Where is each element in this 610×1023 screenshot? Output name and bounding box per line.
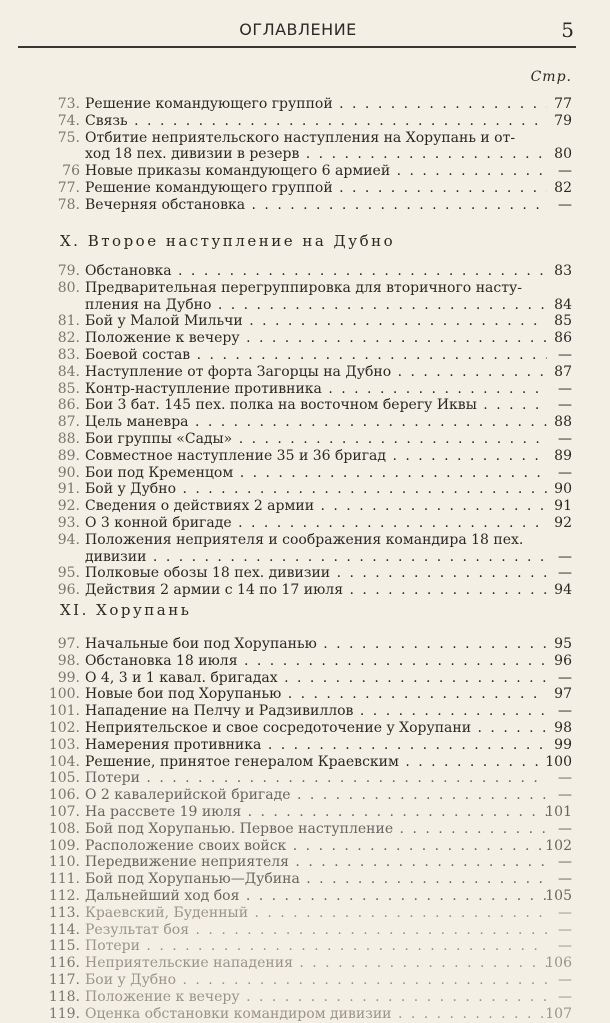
toc-entry-number: 111. bbox=[48, 871, 80, 888]
toc-entry-title: Положение к вечеру . . . bbox=[85, 989, 547, 1006]
toc-entry-title: Решение, принятое генералом Краевским . . . bbox=[85, 754, 547, 771]
toc-entry-number: 99. bbox=[57, 669, 80, 686]
toc-entry bbox=[0, 397, 610, 414]
toc-entry-page: — bbox=[558, 464, 572, 481]
toc-entry bbox=[0, 263, 610, 280]
toc-entry-number: 89. bbox=[57, 447, 80, 464]
toc-entry-title: Вечерняя обстановка . . . bbox=[85, 197, 547, 214]
toc-entry-title: Боевой состав . . . bbox=[85, 347, 547, 364]
toc-entry-title: Потери . . . bbox=[85, 770, 547, 787]
toc-entry-number: 114. bbox=[48, 921, 80, 938]
toc-entry-title: Связь . . . bbox=[85, 113, 547, 130]
toc-entry-title: Обстановка 18 июля . . . bbox=[85, 653, 547, 670]
toc-entry bbox=[0, 381, 610, 398]
toc-entry-title: Новые приказы командующего 6 армией . . . bbox=[85, 163, 547, 180]
toc-entry-page: 79 bbox=[554, 112, 572, 129]
toc-entry-number: 76 bbox=[62, 163, 80, 180]
toc-entry-number: 96. bbox=[57, 582, 80, 599]
toc-entry-title: ход 18 пех. дивизии в резерв . . . bbox=[85, 146, 547, 163]
toc-entry bbox=[0, 565, 610, 582]
toc-entry bbox=[0, 989, 610, 1006]
toc-entry-number: 77. bbox=[57, 180, 80, 196]
toc-entry-title: Обстановка . . . bbox=[85, 263, 547, 280]
toc-entry-number: 95. bbox=[57, 565, 80, 582]
toc-entry-number: 109. bbox=[48, 837, 80, 854]
toc-entry-title: Дальнейший ход боя . . . bbox=[85, 888, 547, 905]
toc-entry-number: 108. bbox=[48, 820, 80, 837]
toc-entry-page: 88 bbox=[554, 414, 572, 431]
toc-entry-title: Отбитие неприятельского наступления на Хорупань и от- bbox=[85, 129, 516, 146]
toc-entry-title: Расположение своих войск . . . bbox=[85, 838, 547, 855]
toc-entry-number: 73. bbox=[57, 96, 80, 112]
toc-entry-title: Бой под Хорупанью. Первое наступление . . . bbox=[85, 821, 547, 838]
toc-entry bbox=[0, 498, 610, 515]
toc-entry bbox=[0, 703, 610, 720]
toc-entry-title: Бой под Хорупанью—Дубина . . . bbox=[85, 871, 547, 888]
toc-entry-title: Положения неприятеля и соображения командира 18 пех. bbox=[85, 531, 524, 548]
toc-entry-number: 92. bbox=[57, 498, 80, 515]
toc-entry bbox=[0, 515, 610, 532]
toc-entry-page: — bbox=[558, 548, 572, 565]
toc-entry bbox=[0, 770, 610, 787]
toc-entry-title: О 3 конной бригаде . . . bbox=[85, 515, 547, 532]
toc-entry-title: Бои под Кременцом . . . bbox=[85, 465, 547, 482]
toc-entry-page: 105 bbox=[545, 888, 572, 904]
toc-entry-title: О 4, 3 и 1 кавал. бригадах . . . bbox=[85, 670, 547, 687]
toc-entry-title: Бой у Малой Мильчи . . . bbox=[85, 313, 547, 330]
toc-entry-number: 78. bbox=[57, 196, 80, 213]
toc-entry-number: 97. bbox=[57, 636, 80, 652]
toc-entry-number: 86. bbox=[57, 397, 80, 414]
toc-entry bbox=[0, 871, 610, 888]
toc-entry-page: 98 bbox=[554, 720, 572, 736]
toc-entry bbox=[0, 414, 610, 431]
toc-entry bbox=[0, 821, 610, 838]
toc-entry-number: 103. bbox=[48, 736, 80, 753]
page-number: 5 bbox=[561, 18, 574, 42]
toc-entry-number: 75. bbox=[57, 129, 80, 146]
toc-entry bbox=[0, 754, 610, 771]
toc-entry-page: 101 bbox=[545, 804, 572, 820]
toc-entry bbox=[0, 670, 610, 687]
toc-entry-number: 107. bbox=[48, 804, 80, 820]
toc-entry-number: 115. bbox=[48, 938, 80, 955]
toc-entry bbox=[0, 180, 610, 197]
toc-entry-number: 84. bbox=[57, 363, 80, 380]
toc-entry-title: Цель маневра . . . bbox=[85, 414, 547, 431]
toc-entry-title: На рассвете 19 июля . . . bbox=[85, 804, 547, 821]
toc-entry-page: — bbox=[558, 770, 572, 787]
toc-entry bbox=[0, 653, 610, 670]
section-heading: X. Второе наступление на Дубно bbox=[60, 232, 396, 250]
toc-entry-title: Бой у Дубно . . . bbox=[85, 481, 547, 498]
toc-entry-title: Потери . . . bbox=[85, 938, 547, 955]
toc-entry-number: 85. bbox=[57, 380, 80, 397]
toc-entry-title: Начальные бои под Хорупанью . . . bbox=[85, 636, 547, 653]
toc-entry-number: 94. bbox=[57, 531, 80, 548]
toc-entry-page: 96 bbox=[554, 652, 572, 669]
toc-entry bbox=[0, 313, 610, 330]
toc-entry-page: 95 bbox=[554, 636, 572, 652]
toc-entry bbox=[0, 582, 610, 599]
toc-entry bbox=[0, 448, 610, 465]
toc-entry-page: — bbox=[558, 854, 572, 871]
toc-entry-page: 92 bbox=[554, 515, 572, 531]
toc-entry-title: Бои группы «Сады» . . . bbox=[85, 431, 547, 448]
toc-entry bbox=[0, 972, 610, 989]
toc-entry-title: Решение командующего группой . . . bbox=[85, 180, 547, 197]
toc-entry-page: 94 bbox=[554, 582, 572, 599]
toc-entry-number: 88. bbox=[57, 431, 80, 447]
toc-entry-title: Бои 3 бат. 145 пех. полка на восточном берегу Иквы . . . bbox=[85, 397, 547, 414]
toc-entry bbox=[0, 1006, 610, 1023]
toc-entry-number: 82. bbox=[57, 330, 80, 347]
toc-entry-title: Нападение на Пелчу и Радзивиллов . . . bbox=[85, 703, 547, 720]
toc-entry-number: 116. bbox=[48, 955, 80, 972]
toc-entry bbox=[0, 737, 610, 754]
toc-entry-number: 105. bbox=[48, 770, 80, 787]
toc-entry-page: 100 bbox=[545, 753, 572, 770]
toc-entry-page: 89 bbox=[554, 447, 572, 464]
toc-entry-page: — bbox=[558, 163, 572, 180]
toc-entry bbox=[0, 804, 610, 821]
toc-entry-title: Неприятельские нападения . . . bbox=[85, 955, 547, 972]
toc-entry-title: Предварительная перегруппировка для вторичного насту- bbox=[85, 279, 522, 296]
toc-entry-page: — bbox=[558, 431, 572, 447]
toc-entry-title: Оценка обстановки командиром дивизии . . . bbox=[85, 1006, 547, 1023]
toc-entry-number: 100. bbox=[48, 686, 80, 703]
toc-entry-page: 102 bbox=[545, 837, 572, 854]
toc-entry-page: 97 bbox=[554, 686, 572, 703]
toc-entry-number: 118. bbox=[48, 988, 80, 1005]
toc-entry bbox=[0, 113, 610, 130]
toc-entry bbox=[0, 197, 610, 214]
toc-entry-page: 84 bbox=[554, 296, 572, 313]
toc-entry-page: — bbox=[558, 787, 572, 804]
toc-entry-title: Полковые обозы 18 пех. дивизии . . . bbox=[85, 565, 547, 582]
toc-entry-page: 99 bbox=[554, 736, 572, 753]
toc-entry-continuation bbox=[0, 297, 610, 314]
toc-entry bbox=[0, 130, 610, 147]
toc-entry bbox=[0, 364, 610, 381]
toc-entry-title: Краевский, Буденный . . . bbox=[85, 905, 547, 922]
toc-entry bbox=[0, 938, 610, 955]
toc-entry-page: — bbox=[558, 938, 572, 955]
toc-entry bbox=[0, 163, 610, 180]
toc-entry-number: 101. bbox=[48, 703, 80, 720]
header-rule bbox=[18, 46, 576, 48]
toc-entry-page: — bbox=[558, 904, 572, 921]
toc-entry bbox=[0, 905, 610, 922]
toc-entry bbox=[0, 636, 610, 653]
toc-entry bbox=[0, 686, 610, 703]
toc-entry-page: — bbox=[558, 972, 572, 988]
toc-entry-number: 80. bbox=[57, 279, 80, 296]
toc-entry-title: Намерения противника . . . bbox=[85, 737, 547, 754]
toc-entry-number: 90. bbox=[57, 464, 80, 481]
toc-entry-title: Наступление от форта Загорцы на Дубно . . . bbox=[85, 364, 547, 381]
toc-entry-number: 87. bbox=[57, 414, 80, 431]
toc-entry-title: Бои у Дубно . . . bbox=[85, 972, 547, 989]
toc-entry-page: — bbox=[558, 921, 572, 938]
toc-entry bbox=[0, 481, 610, 498]
toc-entry-title: Передвижение неприятеля . . . bbox=[85, 854, 547, 871]
toc-entry-title: дивизии . . . bbox=[85, 549, 547, 566]
toc-entry bbox=[0, 330, 610, 347]
toc-entry-title: О 2 кавалерийской бригаде . . . bbox=[85, 787, 547, 804]
toc-entry-page: 86 bbox=[554, 330, 572, 347]
toc-entry bbox=[0, 922, 610, 939]
toc-entry-page: 91 bbox=[554, 498, 572, 515]
toc-entry-page: — bbox=[558, 380, 572, 397]
toc-entry-number: 91. bbox=[57, 481, 80, 498]
toc-entry-page: — bbox=[558, 347, 572, 363]
toc-entry bbox=[0, 431, 610, 448]
toc-entry-page: 106 bbox=[545, 955, 572, 972]
toc-entry bbox=[0, 955, 610, 972]
toc-entry-page: 85 bbox=[554, 313, 572, 330]
toc-entry bbox=[0, 347, 610, 364]
toc-entry-number: 110. bbox=[48, 854, 80, 871]
toc-entry bbox=[0, 720, 610, 737]
toc-entry-number: 113. bbox=[48, 904, 80, 921]
toc-entry-page: 77 bbox=[554, 96, 572, 112]
toc-entry-title: Сведения о действиях 2 армии . . . bbox=[85, 498, 547, 515]
toc-entry-number: 102. bbox=[48, 720, 80, 736]
toc-entry-number: 79. bbox=[57, 263, 80, 279]
toc-entry-title: Неприятельское и свое сосредоточение у Хорупани . . . bbox=[85, 720, 547, 737]
toc-entry-number: 93. bbox=[57, 515, 80, 531]
toc-entry bbox=[0, 465, 610, 482]
toc-entry-title: Новые бои под Хорупанью . . . bbox=[85, 686, 547, 703]
toc-entry-number: 106. bbox=[48, 787, 80, 804]
toc-entry-number: 112. bbox=[48, 888, 80, 904]
toc-entry bbox=[0, 854, 610, 871]
toc-entry-number: 98. bbox=[57, 652, 80, 669]
page-header bbox=[22, 18, 574, 42]
toc-entry-title: Действия 2 армии с 14 по 17 июля . . . bbox=[85, 582, 547, 599]
toc-entry bbox=[0, 888, 610, 905]
toc-entry-page: — bbox=[558, 565, 572, 582]
toc-entry-title: Совместное наступление 35 и 36 бригад . . . bbox=[85, 448, 547, 465]
section-heading: XI. Хорупань bbox=[60, 601, 192, 619]
toc-entry-title: Решение командующего группой . . . bbox=[85, 96, 547, 113]
toc-entry-title: Положение к вечеру . . . bbox=[85, 330, 547, 347]
toc-entry-page: 87 bbox=[554, 363, 572, 380]
toc-entry-page: 107 bbox=[545, 1005, 572, 1022]
toc-entry-number: 119. bbox=[48, 1005, 80, 1022]
toc-entry-number: 104. bbox=[48, 753, 80, 770]
toc-entry bbox=[0, 532, 610, 549]
toc-entry-page: 83 bbox=[554, 263, 572, 279]
toc-entry-title: пления на Дубно . . . bbox=[85, 297, 547, 314]
toc-entry-number: 81. bbox=[57, 313, 80, 330]
toc-entry-page: — bbox=[558, 820, 572, 837]
toc-entry bbox=[0, 838, 610, 855]
toc-entry bbox=[0, 280, 610, 297]
toc-entry-continuation bbox=[0, 549, 610, 566]
toc-entry-page: — bbox=[558, 871, 572, 888]
toc-entry-page: — bbox=[558, 397, 572, 414]
toc-entry-page: — bbox=[558, 703, 572, 720]
toc-entry-page: 80 bbox=[554, 146, 572, 163]
toc-entry-page: — bbox=[558, 988, 572, 1005]
toc-entry-page: — bbox=[558, 196, 572, 213]
page-column-label: Стр. bbox=[530, 69, 572, 85]
toc-entry bbox=[0, 787, 610, 804]
toc-entry-page: 82 bbox=[554, 180, 572, 196]
toc-entry-number: 117. bbox=[48, 972, 80, 988]
page-title: ОГЛАВЛЕНИЕ bbox=[239, 20, 357, 39]
toc-entry-title: Результат боя . . . bbox=[85, 922, 547, 939]
toc-entry-number: 83. bbox=[57, 347, 80, 363]
toc-entry-title: Контр-наступление противника . . . bbox=[85, 381, 547, 398]
toc-entry-page: — bbox=[558, 669, 572, 686]
toc-entry-page: 90 bbox=[554, 481, 572, 498]
toc-entry-continuation bbox=[0, 146, 610, 163]
toc-entry-number: 74. bbox=[57, 112, 80, 129]
toc-entry bbox=[0, 96, 610, 113]
